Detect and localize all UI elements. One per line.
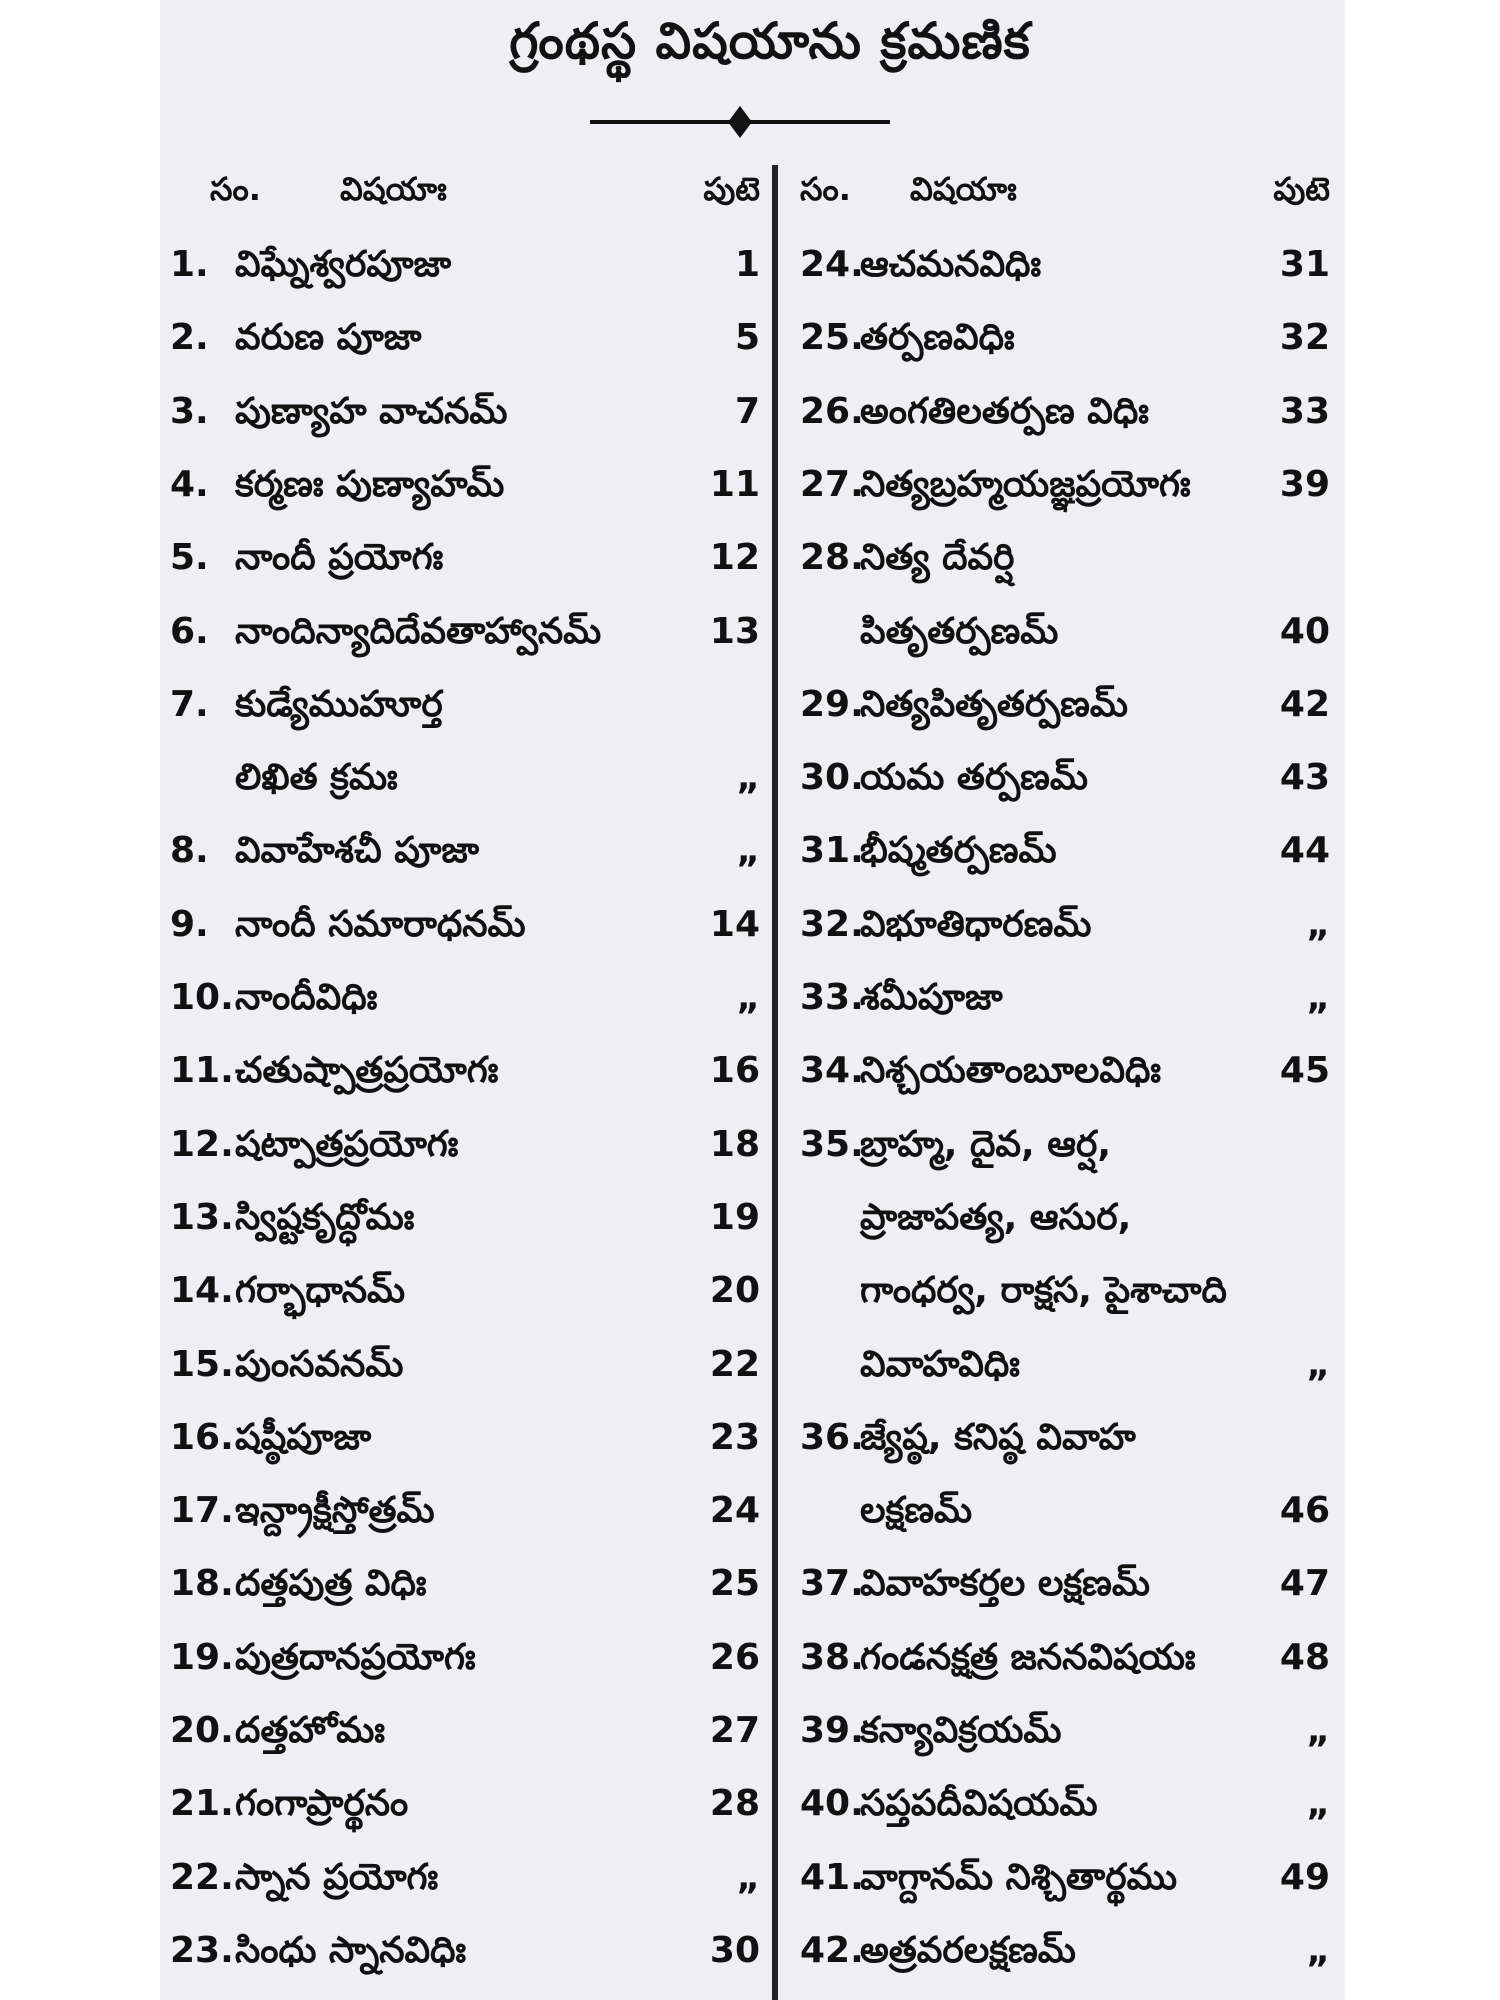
entry-number: 10. bbox=[170, 977, 234, 1018]
entry-number: 5. bbox=[170, 537, 209, 579]
entry-number: 4. bbox=[170, 463, 209, 505]
entry-topic: సప్తపదీవిషయమ్ bbox=[860, 1783, 1098, 1825]
toc-entry bbox=[160, 670, 770, 740]
entry-page: 12 bbox=[709, 537, 760, 579]
entry-page: 14 bbox=[709, 903, 760, 945]
entry-page: 1 bbox=[734, 244, 760, 285]
toc-entry bbox=[160, 377, 770, 447]
toc-entry bbox=[800, 1769, 1345, 1839]
entry-topic: షష్ఠీపూజా bbox=[235, 1416, 372, 1458]
entry-number: 12. bbox=[170, 1123, 234, 1165]
entry-number: 8. bbox=[170, 830, 209, 872]
entry-topic: అంగతిలతర్పణ విధిః bbox=[860, 390, 1149, 432]
toc-entry bbox=[160, 963, 770, 1033]
entry-topic: విఘ్నేశ్వరపూజా bbox=[235, 244, 452, 285]
toc-entry bbox=[800, 597, 1345, 667]
entry-page: 25 bbox=[709, 1563, 760, 1605]
entry-number: 24. bbox=[800, 244, 864, 285]
entry-number: 26. bbox=[800, 390, 864, 432]
entry-topic: ఇన్ద్రాక్షీస్తోత్రమ్ bbox=[235, 1490, 435, 1532]
toc-entry bbox=[160, 1256, 770, 1326]
toc-entry bbox=[160, 1623, 770, 1693]
toc-entry bbox=[800, 1623, 1345, 1693]
toc-entry bbox=[160, 523, 770, 593]
entry-page: 32 bbox=[1279, 317, 1330, 359]
entry-page: „ bbox=[1306, 977, 1330, 1018]
entry-page: 49 bbox=[1279, 1856, 1330, 1898]
toc-entry bbox=[800, 743, 1345, 813]
entry-topic: కర్మణః పుణ్యాహమ్ bbox=[235, 463, 505, 505]
toc-entry bbox=[800, 1549, 1345, 1619]
entry-topic: జ్యేష్ఠ, కనిష్ఠ వివాహ bbox=[860, 1416, 1136, 1458]
entry-number: 41. bbox=[800, 1856, 864, 1898]
header-topic: విషయాః bbox=[340, 170, 447, 208]
entry-topic: కన్యావిక్రయమ్ bbox=[860, 1710, 1062, 1751]
entry-topic: బ్రాహ్మ, దైవ, ఆర్ష, bbox=[860, 1123, 1111, 1165]
entry-topic: నాందీ ప్రయోగః bbox=[235, 537, 444, 579]
entry-topic: పుంసవనమ్ bbox=[235, 1343, 404, 1385]
toc-right-column bbox=[800, 160, 1345, 2000]
toc-left-column bbox=[160, 160, 770, 2000]
entry-topic: నాందీ సమారాధనమ్ bbox=[235, 903, 526, 945]
entry-page: 22 bbox=[709, 1343, 760, 1385]
entry-number: 42. bbox=[800, 1929, 864, 1971]
entry-page: 5 bbox=[734, 317, 760, 359]
entry-page: 44 bbox=[1279, 830, 1330, 872]
toc-entry bbox=[160, 1843, 770, 1913]
entry-topic: పుణ్యాహ వాచనమ్ bbox=[235, 390, 508, 432]
toc-entry bbox=[800, 230, 1345, 300]
entry-page: „ bbox=[1306, 1783, 1330, 1825]
toc-entry bbox=[160, 230, 770, 300]
entry-number: 33. bbox=[800, 977, 864, 1018]
toc-entry bbox=[800, 1403, 1345, 1473]
entry-page: 30 bbox=[709, 1929, 760, 1971]
entry-page: „ bbox=[1306, 903, 1330, 945]
entry-page: 47 bbox=[1279, 1563, 1330, 1605]
right-margin bbox=[1345, 0, 1500, 2000]
entry-page: 19 bbox=[709, 1196, 760, 1238]
entry-number: 20. bbox=[170, 1710, 234, 1751]
entry-topic: గర్భాధానమ్ bbox=[235, 1270, 406, 1312]
entry-topic: విభూతిధారణమ్ bbox=[860, 903, 1092, 945]
entry-topic: లిఖిత క్రమః bbox=[235, 757, 398, 799]
entry-number: 17. bbox=[170, 1490, 234, 1532]
entry-page: 26 bbox=[709, 1636, 760, 1678]
entry-number: 16. bbox=[170, 1416, 234, 1458]
column-divider bbox=[772, 165, 778, 2000]
toc-entry bbox=[160, 597, 770, 667]
entry-number: 23. bbox=[170, 1929, 234, 1971]
entry-topic: నిత్యపితృతర్పణమ్ bbox=[860, 683, 1128, 725]
toc-entry bbox=[800, 1036, 1345, 1106]
entry-number: 7. bbox=[170, 683, 209, 725]
toc-entry bbox=[160, 1183, 770, 1253]
entry-page: „ bbox=[1306, 1343, 1330, 1385]
entry-number: 25. bbox=[800, 317, 864, 359]
entry-number: 39. bbox=[800, 1710, 864, 1751]
entry-number: 15. bbox=[170, 1343, 234, 1385]
entry-topic: వరుణ పూజా bbox=[235, 317, 422, 359]
toc-entry bbox=[160, 303, 770, 373]
entry-page: „ bbox=[736, 1856, 760, 1898]
entry-number: 18. bbox=[170, 1563, 234, 1605]
toc-entry bbox=[800, 450, 1345, 520]
entry-page: 7 bbox=[734, 390, 760, 432]
toc-entry bbox=[160, 1696, 770, 1766]
toc-entry bbox=[800, 1843, 1345, 1913]
toc-entry bbox=[800, 963, 1345, 1033]
entry-number: 37. bbox=[800, 1563, 864, 1605]
toc-entry bbox=[800, 816, 1345, 886]
entry-number: 21. bbox=[170, 1783, 234, 1825]
toc-entry bbox=[800, 670, 1345, 740]
entry-page: „ bbox=[1306, 1710, 1330, 1751]
entry-topic: చతుష్పాత్రప్రయోగః bbox=[235, 1050, 499, 1092]
entry-topic: యమ తర్పణమ్ bbox=[860, 757, 1088, 799]
toc-entry bbox=[160, 1769, 770, 1839]
toc-entry bbox=[800, 1476, 1345, 1546]
entry-page: 16 bbox=[709, 1050, 760, 1092]
toc-entry bbox=[160, 1549, 770, 1619]
entry-topic: నాందిన్యాదిదేవతాహ్వానమ్ bbox=[235, 610, 602, 652]
toc-header bbox=[160, 170, 770, 220]
entry-topic: నాందీవిధిః bbox=[235, 977, 378, 1018]
entry-topic: దత్తహోమః bbox=[235, 1710, 386, 1751]
entry-page: 31 bbox=[1279, 244, 1330, 285]
entry-topic: అత్రవరలక్షణమ్ bbox=[860, 1929, 1076, 1971]
left-margin bbox=[0, 0, 160, 2000]
entry-page: 27 bbox=[709, 1710, 760, 1751]
entry-page: 39 bbox=[1279, 463, 1330, 505]
entry-number: 29. bbox=[800, 683, 864, 725]
entry-topic: స్నాన ప్రయోగః bbox=[235, 1856, 439, 1898]
entry-page: 46 bbox=[1279, 1490, 1330, 1532]
entry-number: 11. bbox=[170, 1050, 234, 1092]
book-page bbox=[160, 0, 1345, 2000]
toc-entry bbox=[800, 1696, 1345, 1766]
entry-page: 11 bbox=[709, 463, 760, 505]
entry-topic: వాగ్దానమ్ నిశ్చితార్థము bbox=[860, 1856, 1178, 1898]
entry-topic: గండనక్షత్ర జననవిషయః bbox=[860, 1636, 1196, 1678]
toc-entry bbox=[800, 1110, 1345, 1180]
toc-entry bbox=[160, 1330, 770, 1400]
entry-topic: నిశ్చయతాంబూలవిధిః bbox=[860, 1050, 1162, 1092]
entry-topic: దత్తపుత్ర విధిః bbox=[235, 1563, 427, 1605]
entry-topic: భీష్మతర్పణమ్ bbox=[860, 830, 1057, 872]
entry-page: „ bbox=[736, 757, 760, 799]
entry-topic: తర్పణవిధిః bbox=[860, 317, 1015, 359]
entry-number: 34. bbox=[800, 1050, 864, 1092]
entry-page: 45 bbox=[1279, 1050, 1330, 1092]
toc-entry bbox=[800, 523, 1345, 593]
entry-number: 32. bbox=[800, 903, 864, 945]
entry-page: „ bbox=[736, 977, 760, 1018]
entry-topic: పుత్రదానప్రయోగః bbox=[235, 1636, 476, 1678]
entry-page: 18 bbox=[709, 1123, 760, 1165]
header-number: సం. bbox=[800, 170, 851, 208]
entry-topic: ప్రాజాపత్య, ఆసుర, bbox=[860, 1196, 1132, 1238]
header-page: పుటె bbox=[1273, 170, 1330, 208]
entry-number: 13. bbox=[170, 1196, 234, 1238]
entry-page: „ bbox=[736, 830, 760, 872]
entry-page: 23 bbox=[709, 1416, 760, 1458]
toc-entry bbox=[160, 816, 770, 886]
entry-topic: సింధు స్నానవిధిః bbox=[235, 1929, 467, 1971]
entry-page: 43 bbox=[1279, 757, 1330, 799]
entry-page: 13 bbox=[709, 610, 760, 652]
entry-page: 40 bbox=[1279, 610, 1330, 652]
entry-number: 3. bbox=[170, 390, 209, 432]
entry-page: 33 bbox=[1279, 390, 1330, 432]
entry-topic: ఆచమనవిధిః bbox=[860, 244, 1042, 285]
entry-page: „ bbox=[1306, 1929, 1330, 1971]
toc-entry bbox=[160, 450, 770, 520]
toc-entry bbox=[160, 1403, 770, 1473]
entry-number: 6. bbox=[170, 610, 209, 652]
entry-topic: గంగాప్రార్థనం bbox=[235, 1783, 409, 1825]
toc-entry bbox=[800, 303, 1345, 373]
header-number: సం. bbox=[210, 170, 261, 208]
toc-entry bbox=[160, 1476, 770, 1546]
entry-topic: పితృతర్పణమ్ bbox=[860, 610, 1059, 652]
entry-topic: శమీపూజా bbox=[860, 977, 1003, 1018]
entry-page: 24 bbox=[709, 1490, 760, 1532]
toc-entry bbox=[800, 377, 1345, 447]
toc-entry bbox=[160, 1110, 770, 1180]
header-page: పుటె bbox=[703, 170, 760, 208]
toc-entry bbox=[160, 743, 770, 813]
entry-topic: వివాహేశచీ పూజా bbox=[235, 830, 479, 872]
entry-number: 27. bbox=[800, 463, 864, 505]
entry-topic: వివాహకర్తల లక్షణమ్ bbox=[860, 1563, 1150, 1605]
entry-topic: గాంధర్వ, రాక్షస, పైశాచాది bbox=[860, 1270, 1227, 1312]
toc-entry bbox=[800, 1183, 1345, 1253]
entry-topic: స్విష్టకృద్ధోమః bbox=[235, 1196, 415, 1238]
entry-number: 28. bbox=[800, 537, 864, 579]
entry-number: 14. bbox=[170, 1270, 234, 1312]
header-topic: విషయాః bbox=[910, 170, 1017, 208]
toc-entry bbox=[160, 1916, 770, 1986]
entry-number: 40. bbox=[800, 1783, 864, 1825]
entry-number: 22. bbox=[170, 1856, 234, 1898]
entry-page: 48 bbox=[1279, 1636, 1330, 1678]
toc-entry bbox=[800, 1916, 1345, 1986]
entry-topic: లక్షణమ్ bbox=[860, 1490, 973, 1532]
toc-entry bbox=[800, 1256, 1345, 1326]
page-title: గ్రంథస్థ విషయాను క్రమణిక bbox=[509, 12, 1031, 70]
entry-topic: షట్పాత్రప్రయోగః bbox=[235, 1123, 459, 1165]
entry-topic: నిత్యబ్రహ్మయజ్ఞప్రయోగః bbox=[860, 463, 1191, 505]
entry-topic: కుడ్యేముహూర్త bbox=[235, 683, 443, 725]
entry-number: 36. bbox=[800, 1416, 864, 1458]
entry-number: 1. bbox=[170, 244, 209, 285]
toc-entry bbox=[160, 1036, 770, 1106]
entry-page: 20 bbox=[709, 1270, 760, 1312]
toc-entry bbox=[800, 890, 1345, 960]
diamond-divider-icon bbox=[590, 102, 890, 142]
entry-topic: వివాహవిధిః bbox=[860, 1343, 1020, 1385]
entry-topic: నిత్య దేవర్షి bbox=[860, 537, 1015, 579]
entry-number: 30. bbox=[800, 757, 864, 799]
toc-header bbox=[800, 170, 1345, 220]
entry-number: 19. bbox=[170, 1636, 234, 1678]
toc-entry bbox=[800, 1330, 1345, 1400]
entry-number: 9. bbox=[170, 903, 209, 945]
entry-number: 38. bbox=[800, 1636, 864, 1678]
entry-page: 42 bbox=[1279, 683, 1330, 725]
entry-page: 28 bbox=[709, 1783, 760, 1825]
entry-number: 31. bbox=[800, 830, 864, 872]
entry-number: 35. bbox=[800, 1123, 864, 1165]
entry-number: 2. bbox=[170, 317, 209, 359]
toc-entry bbox=[160, 890, 770, 960]
